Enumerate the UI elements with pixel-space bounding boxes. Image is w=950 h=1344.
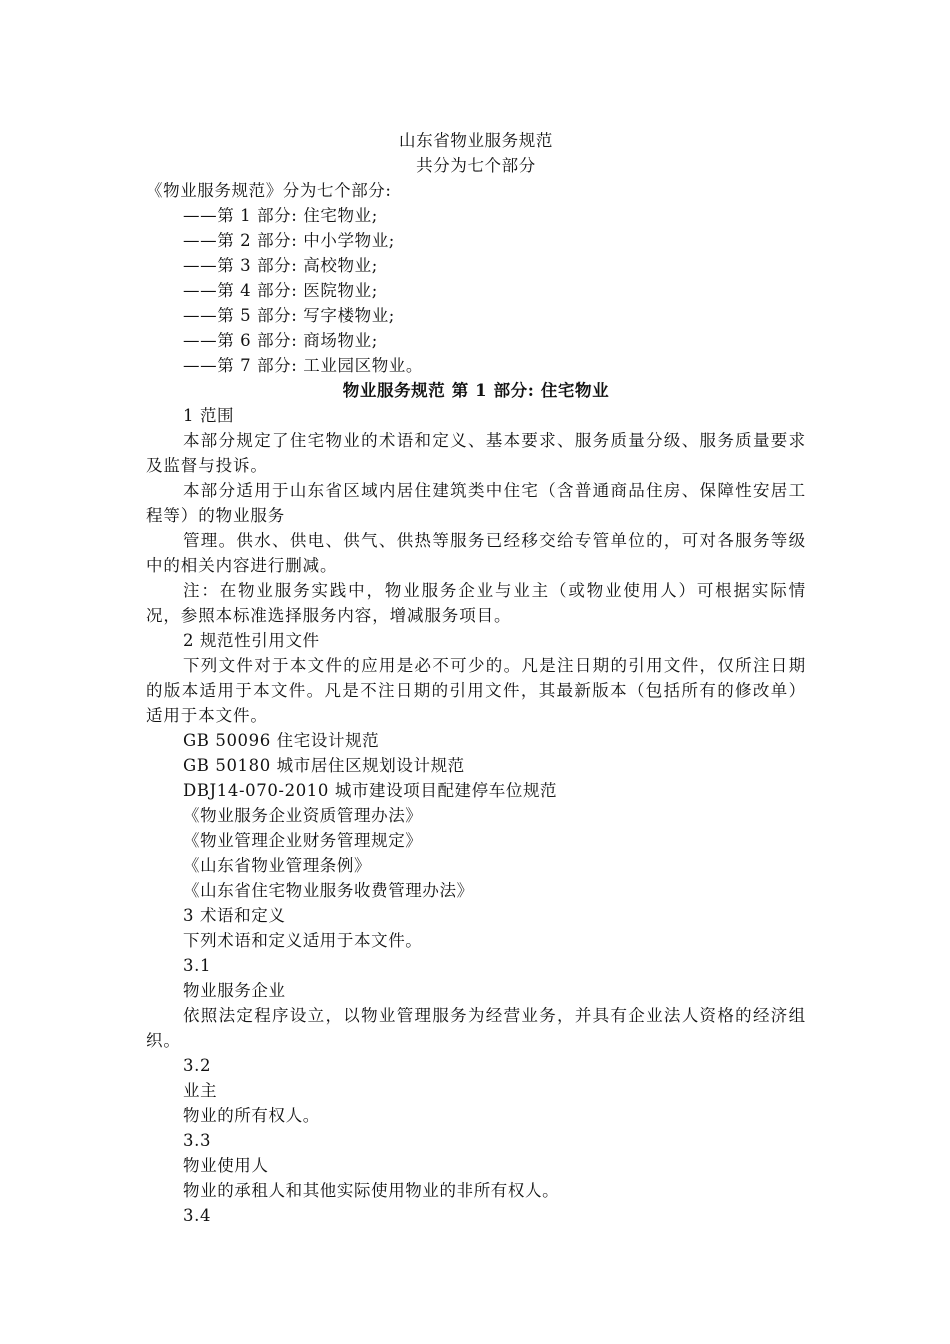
term-number: 3.2 <box>183 1056 212 1075</box>
reference-item: DBJ14-070-2010 城市建设项目配建停车位规范 <box>183 781 558 800</box>
term-name: 物业使用人 <box>183 1156 269 1175</box>
paragraph: 本部分适用于山东省区域内居住建筑类中住宅（含普通商品住房、保障性安居工程等）的物业服务 <box>146 481 806 525</box>
reference-item: 《山东省物业管理条例》 <box>183 856 372 875</box>
part-item: ——第 5 部分: 写字楼物业; <box>183 306 395 325</box>
term-definition: 依照法定程序设立，以物业管理服务为经营业务，并具有企业法人资格的经济组织。 <box>146 1006 806 1050</box>
reference-item: GB 50096 住宅设计规范 <box>183 731 380 750</box>
parts-intro: 《物业服务规范》分为七个部分: <box>146 181 392 200</box>
term-definition: 物业的所有权人。 <box>183 1106 320 1125</box>
doc-title: 山东省物业服务规范 <box>399 131 553 150</box>
term-number: 3.1 <box>183 956 212 975</box>
paragraph: 本部分规定了住宅物业的术语和定义、基本要求、服务质量分级、服务质量要求及监督与投诉。 <box>146 431 806 475</box>
section-title: 1 范围 <box>183 406 235 425</box>
document-body <box>146 128 806 1228</box>
part-item: ——第 4 部分: 医院物业; <box>183 281 378 300</box>
reference-item: GB 50180 城市居住区规划设计规范 <box>183 756 465 775</box>
term-name: 业主 <box>183 1081 218 1100</box>
section-title: 3 术语和定义 <box>183 906 286 925</box>
paragraph: 管理。供水、供电、供气、供热等服务已经移交给专管单位的，可对各服务等级中的相关内容进行删减。 <box>146 531 806 575</box>
paragraph: 下列术语和定义适用于本文件。 <box>183 931 423 950</box>
note-paragraph: 注：在物业服务实践中，物业服务企业与业主（或物业使用人）可根据实际情况，参照本标准选择服务内容，增减服务项目。 <box>146 581 806 625</box>
term-name: 物业服务企业 <box>183 981 286 1000</box>
term-definition: 物业的承租人和其他实际使用物业的非所有权人。 <box>183 1181 560 1200</box>
part-item: ——第 2 部分: 中小学物业; <box>183 231 395 250</box>
term-number: 3.3 <box>183 1131 212 1150</box>
section-title: 2 规范性引用文件 <box>183 631 320 650</box>
part-item: ——第 6 部分: 商场物业; <box>183 331 378 350</box>
reference-item: 《物业管理企业财务管理规定》 <box>183 831 423 850</box>
term-number: 3.4 <box>183 1206 212 1225</box>
reference-item: 《山东省住宅物业服务收费管理办法》 <box>183 881 474 900</box>
part-item: ——第 7 部分: 工业园区物业。 <box>183 356 423 375</box>
doc-subtitle: 共分为七个部分 <box>416 156 536 175</box>
part1-heading: 物业服务规范 第 1 部分: 住宅物业 <box>342 381 610 400</box>
part-item: ——第 1 部分: 住宅物业; <box>183 206 378 225</box>
reference-item: 《物业服务企业资质管理办法》 <box>183 806 423 825</box>
part-item: ——第 3 部分: 高校物业; <box>183 256 378 275</box>
paragraph: 下列文件对于本文件的应用是必不可少的。凡是注日期的引用文件，仅所注日期的版本适用于本文件。凡是不注日期的引用文件，其最新版本（包括所有的修改单）适用于本文件。 <box>146 656 806 725</box>
